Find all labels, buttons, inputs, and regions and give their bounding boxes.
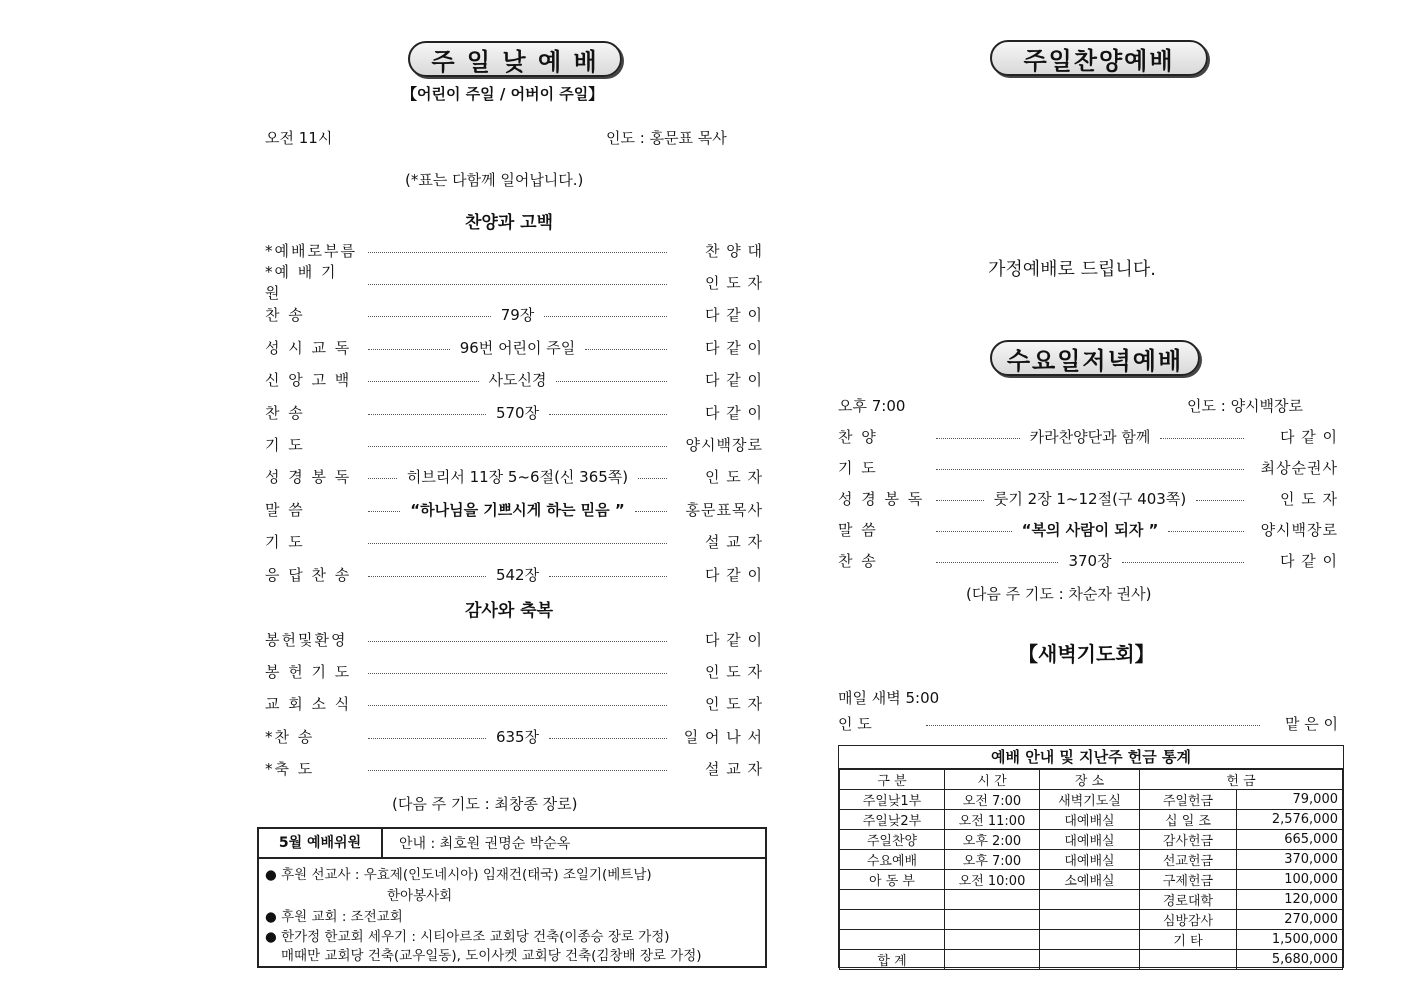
- table-row: [840, 890, 1343, 910]
- stats-header-cell: 구 분: [840, 770, 945, 790]
- stats-cell: 100,000: [1237, 870, 1343, 890]
- item-performer: 다 같 이: [704, 630, 763, 649]
- table-row: [840, 810, 1343, 830]
- stats-cell: 370,000: [1237, 850, 1343, 870]
- left-subtitle: 【어린이 주일 / 어버이 주일】: [402, 85, 604, 103]
- leader-dots: [936, 500, 984, 501]
- item-performer: 인 도 자: [1280, 489, 1339, 508]
- stats-header-row: [840, 770, 1343, 790]
- item-performer: 일 어 나 서: [683, 727, 763, 746]
- stats-cell: 오후 7:00: [945, 850, 1040, 870]
- stats-cell: 주일헌금: [1140, 790, 1237, 810]
- home-worship-note: 가정예배로 드립니다.: [988, 259, 1156, 280]
- stats-cell: [945, 950, 1040, 970]
- item-detail: 카라찬양단과 함께: [1029, 427, 1151, 446]
- leader-dots: [544, 316, 667, 317]
- item-detail: 96번 어린이 주일: [459, 338, 576, 357]
- stats-cell: [1040, 890, 1140, 910]
- order-item-row: [265, 497, 763, 521]
- item-performer: 다 같 이: [704, 565, 763, 584]
- stats-cell: 2,576,000: [1237, 810, 1343, 830]
- item-detail: 룻기 2장 1~12절(구 403쪽): [993, 489, 1187, 508]
- wednesday-item-row: [838, 455, 1338, 479]
- leader-dots: [936, 469, 1244, 470]
- stats-cell: 소예배실: [1040, 870, 1140, 890]
- stats-cell: [840, 890, 945, 910]
- item-performer: 다 같 이: [1279, 551, 1338, 570]
- order-item-row: [265, 465, 763, 489]
- stats-cell: 오전 11:00: [945, 810, 1040, 830]
- item-performer: 양시백장로: [685, 435, 763, 454]
- leader-dots: [368, 316, 491, 317]
- wednesday-time: 오후 7:00: [838, 397, 906, 415]
- stats-cell: 오전 10:00: [945, 870, 1040, 890]
- stats-cell: 수요예배: [840, 850, 945, 870]
- leader-dots: [368, 414, 486, 415]
- leader-dots: [635, 511, 667, 512]
- dawn-right: 맡 은 이: [1284, 714, 1338, 733]
- item-label: 찬 양: [838, 427, 878, 446]
- dawn-leader-row: [838, 711, 1338, 735]
- item-detail: “하나님을 기쁘시게 하는 믿음 ”: [410, 500, 625, 519]
- leader-dots: [368, 511, 400, 512]
- leader-dots: [368, 770, 667, 771]
- stats-header-cell: 장 소: [1040, 770, 1140, 790]
- stats-cell: [945, 890, 1040, 910]
- leader-dots: [368, 576, 486, 577]
- order-item-row: [265, 530, 763, 554]
- stats-table-box: [838, 745, 1344, 968]
- item-label: 봉헌및환영: [265, 630, 348, 649]
- stats-cell: [840, 910, 945, 930]
- stats-cell: 선교헌금: [1140, 850, 1237, 870]
- stats-cell: 1,500,000: [1237, 930, 1343, 950]
- item-label: *예배로부름: [265, 241, 357, 260]
- item-label: 성 경 봉 독: [838, 489, 925, 508]
- item-label: 찬 송: [265, 403, 305, 422]
- order-item-row: [265, 263, 763, 303]
- item-label: *예 배 기 원: [265, 263, 338, 303]
- item-detail: 사도신경: [488, 371, 547, 390]
- section-thanks: 감사와 축복: [465, 601, 554, 621]
- item-detail: 79장: [500, 306, 535, 325]
- item-label: 말 씀: [838, 520, 878, 539]
- stats-cell: 오후 2:00: [945, 830, 1040, 850]
- item-performer: 다 같 이: [705, 306, 764, 325]
- order-item-row: [265, 400, 763, 424]
- leader-dots: [1196, 500, 1244, 501]
- item-detail: 히브리서 11장 5~6절(신 365쪽): [406, 468, 629, 487]
- leader-dots: [1168, 531, 1244, 532]
- stats-cell: [945, 910, 1040, 930]
- item-performer: 최상순권사: [1260, 458, 1338, 477]
- dawn-time: 매일 새벽 5:00: [838, 689, 940, 707]
- stats-cell: [1040, 910, 1140, 930]
- order-item-row: [265, 659, 763, 683]
- dawn-label: 인 도: [838, 714, 872, 733]
- wednesday-next-prayer: (다음 주 기도 : 차순자 권사): [966, 585, 1152, 603]
- leader-dots: [368, 284, 667, 285]
- left-title: 주 일 낮 예 배: [408, 41, 622, 77]
- stats-cell: 감사헌금: [1140, 830, 1237, 850]
- stats-header-cell: 시 간: [945, 770, 1040, 790]
- item-detail: “복의 사람이 되자 ”: [1021, 520, 1159, 539]
- item-detail: 635장: [495, 727, 540, 746]
- committee-ushers: 안내 : 최호원 권명순 박순옥: [399, 836, 571, 852]
- stats-cell: 기 타: [1140, 930, 1237, 950]
- item-label: 봉 헌 기 도: [265, 662, 352, 681]
- item-performer: 양시백장로: [1260, 520, 1339, 539]
- leader-dots: [936, 562, 1058, 563]
- order-item-row: [265, 757, 763, 781]
- stats-cell: 대예배실: [1040, 850, 1140, 870]
- wednesday-title: 수요일저녁예배: [990, 340, 1200, 376]
- stats-cell: 대예배실: [1040, 830, 1140, 850]
- leader-dots: [368, 641, 667, 642]
- leader-dots: [585, 349, 667, 350]
- table-row: [840, 870, 1343, 890]
- leader-dots: [368, 446, 667, 447]
- dawn-title: 【새벽기도회】: [1018, 642, 1155, 666]
- order-item-row: [265, 335, 763, 359]
- item-label: 응 답 찬 송: [265, 565, 352, 584]
- standing-note: (*표는 다함께 일어납니다.): [405, 171, 584, 189]
- committee-month: 5월 예배위원: [259, 829, 383, 857]
- committee-line-5: 매때만 교회당 건축(교우일동), 도이사켓 교회당 건축(김창배 장로 가정): [281, 948, 702, 964]
- item-performer: 다 같 이: [705, 338, 764, 357]
- stats-cell: 주일낮1부: [840, 790, 945, 810]
- leader-dots: [936, 531, 1012, 532]
- stats-cell: 심방감사: [1140, 910, 1237, 930]
- leader-dots: [368, 673, 667, 674]
- section-praise: 찬양과 고백: [465, 213, 554, 233]
- committee-line-1: ● 후원 선교사 : 우효제(인도네시아) 임재건(태국) 조일기(베트남): [265, 867, 652, 883]
- stats-cell: [1140, 950, 1237, 970]
- leader-dots: [549, 738, 667, 739]
- wednesday-item-row: [838, 424, 1338, 448]
- stats-cell: 새벽기도실: [1040, 790, 1140, 810]
- item-label: 찬 송: [265, 306, 305, 325]
- committee-line-2: 한아봉사회: [387, 888, 453, 904]
- stats-cell: 오전 7:00: [945, 790, 1040, 810]
- leader-dots: [368, 381, 479, 382]
- item-performer: 인 도 자: [704, 695, 763, 714]
- stats-cell: 665,000: [1237, 830, 1343, 850]
- item-label: 기 도: [265, 533, 305, 552]
- worship-committee-box: [257, 827, 767, 968]
- service-time: 오전 11시: [265, 129, 333, 147]
- order-item-row: [265, 692, 763, 716]
- committee-line-4: ● 한가정 한교회 세우기 : 시티아르조 교회당 건축(이종승 장로 가정): [265, 929, 670, 945]
- stats-cell: 270,000: [1237, 910, 1343, 930]
- table-row: [840, 930, 1343, 950]
- order-item-row: [265, 432, 763, 456]
- leader-dots: [368, 738, 486, 739]
- item-label: 성 경 봉 독: [265, 468, 352, 487]
- order-item-row: [265, 303, 763, 327]
- item-label: 말 씀: [265, 500, 305, 519]
- stats-title: 예배 안내 및 지난주 헌금 통계: [839, 746, 1343, 769]
- stats-cell: 주일낮2부: [840, 810, 945, 830]
- leader-dots: [1160, 438, 1244, 439]
- item-detail: 542장: [495, 565, 540, 584]
- stats-cell: [1040, 950, 1140, 970]
- leader-dots: [936, 438, 1020, 439]
- wednesday-item-row: [838, 548, 1338, 572]
- order-item-row: [265, 562, 763, 586]
- total-value: 5,680,000: [1237, 950, 1343, 970]
- item-detail: 370장: [1068, 551, 1112, 570]
- service-leader: 인도 : 홍문표 목사: [606, 129, 727, 147]
- order-item-row: [265, 368, 763, 392]
- item-performer: 설 교 자: [704, 533, 763, 552]
- leader-dots: [638, 478, 667, 479]
- item-performer: 다 같 이: [704, 371, 763, 390]
- item-label: 찬 송: [838, 551, 878, 570]
- stats-cell: 구제헌금: [1140, 870, 1237, 890]
- item-performer: 홍문표목사: [685, 500, 763, 519]
- order-item-row: [265, 627, 763, 651]
- leader-dots: [368, 705, 667, 706]
- stats-cell: [1040, 930, 1140, 950]
- leader-dots: [368, 478, 397, 479]
- stats-cell: 대예배실: [1040, 810, 1140, 830]
- leader-dots: [368, 349, 450, 350]
- sunday-praise-title: 주일찬양예배: [990, 40, 1208, 76]
- item-label: 성 시 교 독: [265, 338, 352, 357]
- stats-cell: [840, 930, 945, 950]
- item-performer: 인 도 자: [704, 468, 763, 487]
- leader-dots: [549, 414, 667, 415]
- stats-cell: [945, 930, 1040, 950]
- leader-dots: [368, 543, 667, 544]
- stats-cell: 아 동 부: [840, 870, 945, 890]
- item-performer: 찬 양 대: [704, 241, 763, 260]
- order-item-row: [265, 724, 763, 748]
- table-row: [840, 790, 1343, 810]
- item-performer: 설 교 자: [704, 760, 763, 779]
- stats-cell: 주일찬양: [840, 830, 945, 850]
- stats-cell: 79,000: [1237, 790, 1343, 810]
- stats-cell: 십 일 조: [1140, 810, 1237, 830]
- total-label: 합 계: [840, 950, 945, 970]
- leader-dots: [368, 252, 667, 253]
- wednesday-leader: 인도 : 양시백장로: [1187, 397, 1304, 415]
- next-prayer: (다음 주 기도 : 최창종 장로): [392, 795, 578, 813]
- item-label: 교 회 소 식: [265, 695, 352, 714]
- item-performer: 인 도 자: [704, 273, 763, 292]
- stats-cell: 120,000: [1237, 890, 1343, 910]
- table-row: [840, 830, 1343, 850]
- item-performer: 다 같 이: [1280, 427, 1339, 446]
- leader-dots: [556, 381, 667, 382]
- item-label: 기 도: [838, 458, 878, 477]
- item-label: 기 도: [265, 435, 305, 454]
- stats-total-row: [840, 950, 1343, 970]
- stats-table: [839, 769, 1343, 970]
- item-detail: 570장: [495, 403, 540, 422]
- item-performer: 인 도 자: [704, 662, 763, 681]
- stats-cell: 경로대학: [1140, 890, 1237, 910]
- item-label: *찬 송: [265, 727, 315, 746]
- wednesday-item-row: [838, 517, 1338, 541]
- leader-dots: [926, 725, 1260, 726]
- leader-dots: [1122, 562, 1244, 563]
- item-performer: 다 같 이: [704, 403, 763, 422]
- wednesday-item-row: [838, 486, 1338, 510]
- order-item-row: [265, 238, 763, 262]
- table-row: [840, 850, 1343, 870]
- leader-dots: [549, 576, 667, 577]
- item-label: *축 도: [265, 760, 315, 779]
- item-label: 신 앙 고 백: [265, 371, 352, 390]
- table-row: [840, 910, 1343, 930]
- stats-header-cell: 헌 금: [1140, 770, 1343, 790]
- committee-line-3: ● 후원 교회 : 조전교회: [265, 909, 403, 925]
